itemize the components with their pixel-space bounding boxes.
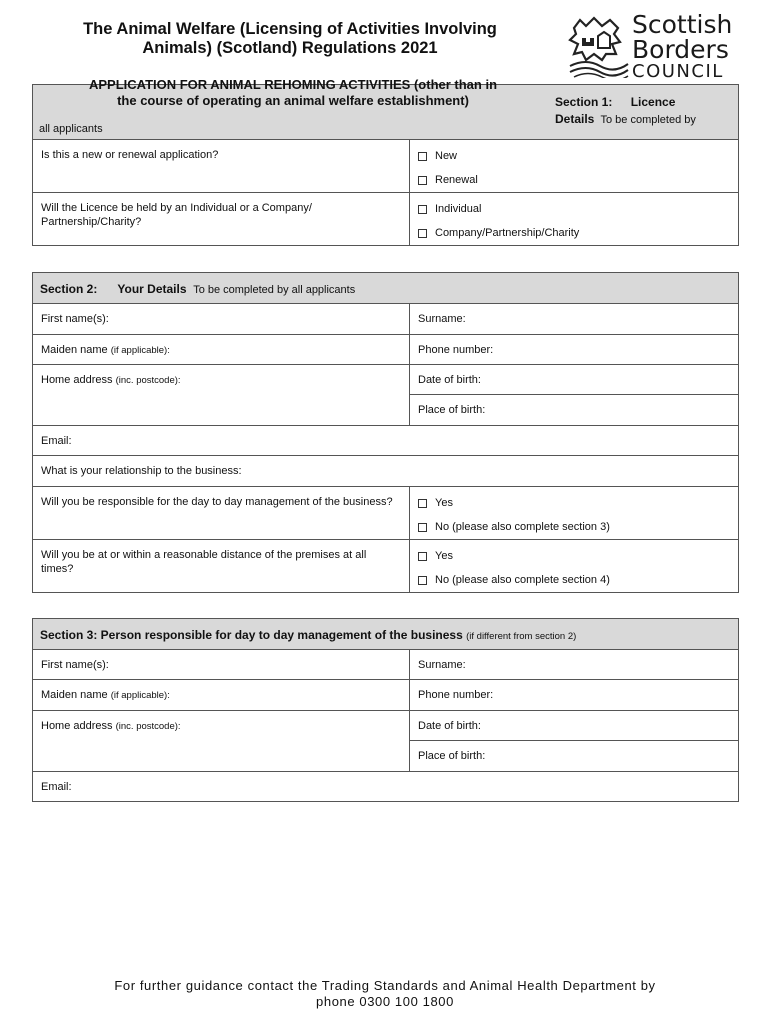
s3-surname-field[interactable]: Surname:	[418, 659, 466, 671]
section-2-heading	[33, 273, 738, 303]
management-options	[410, 487, 738, 539]
section-1-table	[32, 77, 739, 246]
date-of-birth-field[interactable]: Date of birth:	[410, 365, 738, 395]
section-2-header	[33, 273, 738, 303]
licence-holder-row	[33, 192, 738, 245]
option-distance-yes-label: Yes	[435, 550, 453, 562]
s3-first-name-field[interactable]: First name(s):	[33, 650, 410, 679]
section-1-name-a: Licence	[630, 95, 676, 109]
distance-options	[410, 540, 738, 592]
home-address-field[interactable]	[33, 365, 410, 425]
relationship-row	[33, 455, 738, 486]
s3-home-address-field[interactable]	[33, 711, 410, 771]
section-1-heading	[555, 94, 696, 128]
logo-line-1: Scottish	[632, 10, 733, 39]
s3-maiden-name-field[interactable]	[33, 680, 410, 710]
section-3-header	[33, 619, 738, 649]
phone-field[interactable]: Phone number:	[418, 344, 494, 356]
place-of-birth-field[interactable]: Place of birth:	[418, 404, 486, 416]
title-line-2: Animals) (Scotland) Regulations 2021	[142, 39, 438, 57]
document-title	[40, 20, 540, 58]
checkbox-renewal[interactable]	[418, 176, 427, 185]
management-row	[33, 486, 738, 539]
section-2-label: Section 2:	[40, 282, 98, 296]
home-address-label: Home address	[41, 374, 113, 386]
checkbox-distance-yes[interactable]	[418, 552, 427, 561]
checkbox-individual[interactable]	[418, 205, 427, 214]
option-renewal[interactable]	[418, 168, 730, 192]
option-distance-no[interactable]	[418, 568, 730, 592]
application-type-question: Is this a new or renewal application?	[33, 140, 410, 192]
council-logo	[568, 12, 744, 86]
s3-email-field[interactable]: Email:	[41, 781, 72, 793]
section-3-table	[32, 618, 739, 802]
section-1-header	[33, 77, 738, 139]
checkbox-manage-yes[interactable]	[418, 499, 427, 508]
application-title	[43, 77, 543, 109]
castle-crest-icon	[568, 14, 630, 78]
checkbox-new[interactable]	[418, 152, 427, 161]
section-1-note: To be completed by	[600, 114, 696, 126]
option-distance-yes[interactable]	[418, 544, 730, 568]
email-row	[33, 425, 738, 455]
address-row	[33, 364, 738, 425]
option-distance-no-label: No (please also complete section 4)	[435, 574, 610, 586]
option-individual[interactable]	[418, 197, 730, 221]
s3-maiden-name-note: (if applicable):	[110, 690, 170, 701]
logo-line-3: COUNCIL	[632, 61, 724, 82]
relationship-field[interactable]: What is your relationship to the business:	[41, 465, 242, 477]
logo-line-2: Borders	[632, 35, 729, 64]
management-question: Will you be responsible for the day to day management of the business?	[33, 487, 410, 539]
s3-maiden-phone-row	[33, 679, 738, 710]
s3-birth-details	[410, 711, 738, 771]
option-manage-no[interactable]	[418, 515, 730, 539]
checkbox-manage-no[interactable]	[418, 523, 427, 532]
licence-holder-options	[410, 193, 738, 245]
s3-date-of-birth-field[interactable]: Date of birth:	[410, 711, 738, 741]
footer-line-1: For further guidance contact the Trading Standards and Animal Health Department by	[114, 978, 656, 993]
footer-guidance	[40, 978, 730, 1010]
option-company-label: Company/Partnership/Charity	[435, 227, 580, 239]
first-name-field[interactable]: First name(s):	[33, 304, 410, 334]
title-line-1: The Animal Welfare (Licensing of Activities Involving	[83, 20, 497, 38]
name-row	[33, 303, 738, 334]
maiden-name-note: (if applicable):	[110, 345, 170, 356]
section-2-table	[32, 272, 739, 593]
section-2-note: To be completed by all applicants	[193, 284, 356, 296]
s3-address-row	[33, 710, 738, 771]
section-1-name-b: Details	[555, 112, 595, 126]
option-company[interactable]	[418, 221, 730, 245]
option-manage-no-label: No (please also complete section 3)	[435, 521, 610, 533]
option-manage-yes-label: Yes	[435, 497, 453, 509]
option-individual-label: Individual	[435, 203, 482, 215]
option-new[interactable]	[418, 144, 730, 168]
section-1-note-2: all applicants	[39, 123, 103, 135]
licence-holder-question: Will the Licence be held by an Individual or a Company/ Partnership/Charity?	[33, 193, 410, 245]
checkbox-distance-no[interactable]	[418, 576, 427, 585]
s3-name-row	[33, 649, 738, 679]
distance-row	[33, 539, 738, 592]
s3-home-address-note: (inc. postcode):	[115, 721, 181, 732]
birth-details	[410, 365, 738, 425]
distance-question: Will you be at or within a reasonable distance of the premises at all times?	[33, 540, 410, 592]
section-2-name: Your Details	[117, 282, 187, 296]
option-manage-yes[interactable]	[418, 491, 730, 515]
s3-home-address-label: Home address	[41, 720, 113, 732]
logo-wordmark	[632, 12, 732, 82]
s3-maiden-name-label: Maiden name	[41, 689, 108, 701]
surname-field[interactable]: Surname:	[418, 313, 466, 325]
s3-phone-field[interactable]: Phone number:	[418, 689, 494, 701]
maiden-name-label: Maiden name	[41, 344, 108, 356]
section-1-label: Section 1:	[555, 95, 613, 109]
application-type-row	[33, 139, 738, 192]
maiden-name-field[interactable]	[33, 335, 410, 364]
home-address-note: (inc. postcode):	[115, 375, 181, 386]
application-title-line-2: the course of operating an animal welfare establishment)	[117, 93, 469, 108]
maiden-phone-row	[33, 334, 738, 364]
s3-place-of-birth-field[interactable]: Place of birth:	[418, 750, 486, 762]
section-3-heading	[33, 619, 738, 649]
application-title-line-1: APPLICATION FOR ANIMAL REHOMING ACTIVITIES (other than in	[88, 77, 498, 92]
option-new-label: New	[435, 150, 458, 162]
application-type-options	[410, 140, 738, 192]
checkbox-company[interactable]	[418, 229, 427, 238]
option-renewal-label: Renewal	[435, 174, 478, 186]
section-3-note: (if different from section 2)	[466, 631, 577, 642]
footer-line-2: phone 0300 100 1800	[316, 994, 454, 1009]
email-field[interactable]: Email:	[41, 435, 72, 447]
s3-email-row	[33, 771, 738, 801]
section-3-title: Section 3: Person responsible for day to day management of the business	[40, 628, 463, 642]
